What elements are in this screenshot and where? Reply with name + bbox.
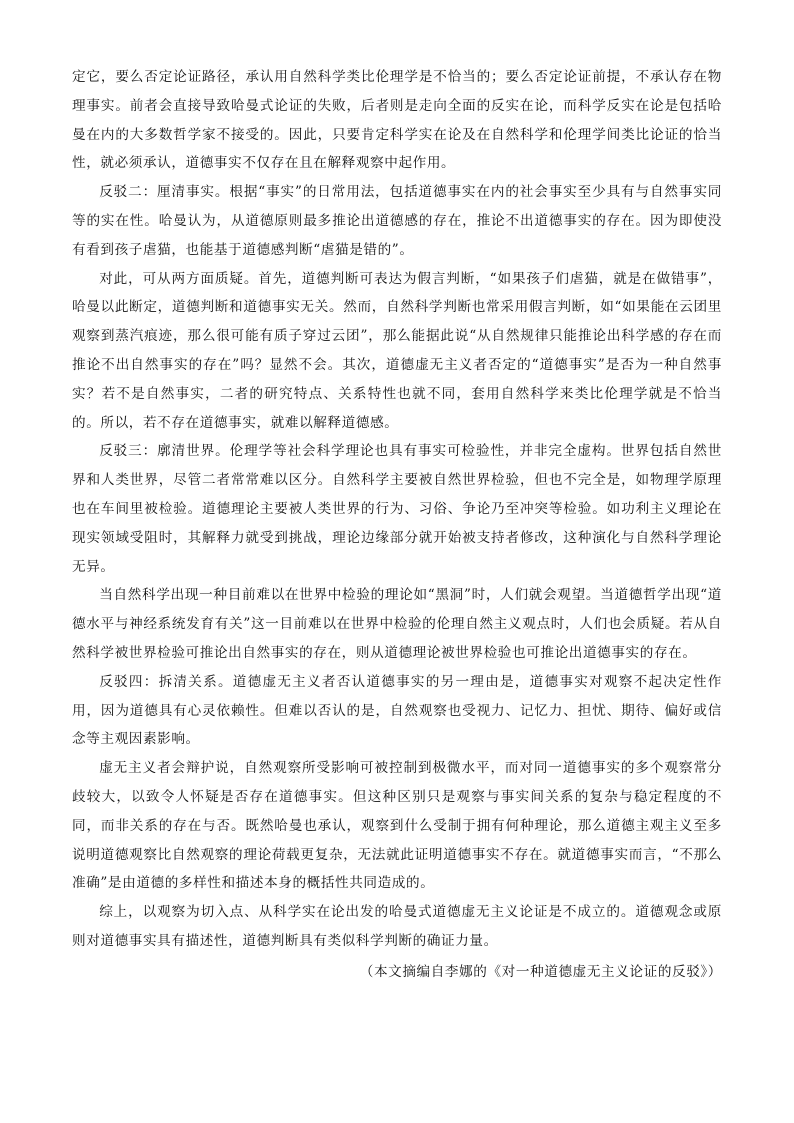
paragraph-3: 对此，可从两方面质疑。首先，道德判断可表达为假言判断，“如果孩子们虐猫，就是在做错事”，哈曼以此断定，道德判断和道德事实无关。然而，自然科学判断也常采用假言判断，如“如果能在云团里观察到蒸汽痕迹，那么很可能有质子穿过云团”，那么能据此说“从自然规律只能推论出科学感的存在而推论不出自然事实的存在”吗？显然不会。其次，道德虚无主义者否定的“道德事实”是否为一种自然事实？若不是自然事实，二者的研究特点、关系特性也就不同，套用自然科学来类比伦理学就是不恰当的。所以，若不存在道德事实，就难以解释道德感。	[72, 270, 722, 431]
document-body	[72, 63, 722, 987]
paragraph-2: 反驳二：厘清事实。根据“事实”的日常用法，包括道德事实在内的社会事实至少具有与自然事实同等的实在性。哈曼认为，从道德原则最多推论出道德感的存在，推论不出道德事实的存在。因为即使没有看到孩子虐猫，也能基于道德感判断“虐猫是错的”。	[72, 184, 722, 258]
paragraph-5: 当自然科学出现一种目前难以在世界中检验的理论如“黑洞”时，人们就会观望。当道德哲学出现“道德水平与神经系统发育有关”这一目前难以在世界中检验的伦理自然主义观点时，人们也会质疑。若从自然科学被世界检验可推论出自然事实的存在，则从道德理论被世界检验也可推论出道德事实的存在。	[72, 587, 722, 661]
paragraph-1: 定它，要么否定论证路径，承认用自然科学类比伦理学是不恰当的；要么否定论证前提，不承认存在物理事实。前者会直接导致哈曼式论证的失败，后者则是走向全面的反实在论，而科学反实在论是包括哈曼在内的大多数哲学家不接受的。因此，只要肯定科学实在论及在自然科学和伦理学间类比论证的恰当性，就必须承认，道德事实不仅存在且在解释观察中起作用。	[72, 69, 722, 172]
paragraph-7: 虚无主义者会辩护说，自然观察所受影响可被控制到极微水平，而对同一道德事实的多个观察常分歧较大，以致令人怀疑是否存在道德事实。但这种区别只是观察与事实间关系的复杂与稳定程度的不同，而非关系的存在与否。既然哈曼也承认，观察到什么受制于拥有何种理论，那么道德主观主义至多说明道德观察比自然观察的理论荷载更复杂，无法就此证明道德事实不存在。就道德事实而言，“不那么准确”是由道德的多样性和描述本身的概括性共同造成的。	[72, 760, 722, 892]
paragraph-4: 反驳三：廓清世界。伦理学等社会科学理论也具有事实可检验性，并非完全虚构。世界包括自然世界和人类世界，尽管二者常常难以区分。自然科学主要被自然世界检验，但也不完全是，如物理学原理也在车间里被检验。道德理论主要被人类世界的行为、习俗、争论乃至冲突等检验。如功利主义理论在现实领域受阻时，其解释力就受到挑战，理论边缘部分就开始被支持者修改，这种演化与自然科学理论无异。	[72, 443, 722, 575]
paragraph-8: 综上，以观察为切入点、从科学实在论出发的哈曼式道德虚无主义论证是不成立的。道德观念或原则对道德事实具有描述性，道德判断具有类似科学判断的确证力量。	[72, 904, 722, 949]
paragraph-6: 反驳四：拆清关系。道德虚无主义者否认道德事实的另一理由是，道德事实对观察不起决定性作用，因为道德具有心灵依赖性。但难以否认的是，自然观察也受视力、记忆力、担忧、期待、偏好或信念等主观因素影响。	[72, 673, 722, 748]
source-citation: （本文摘编自李娜的《对一种道德虚无主义论证的反驳》）	[359, 963, 722, 980]
